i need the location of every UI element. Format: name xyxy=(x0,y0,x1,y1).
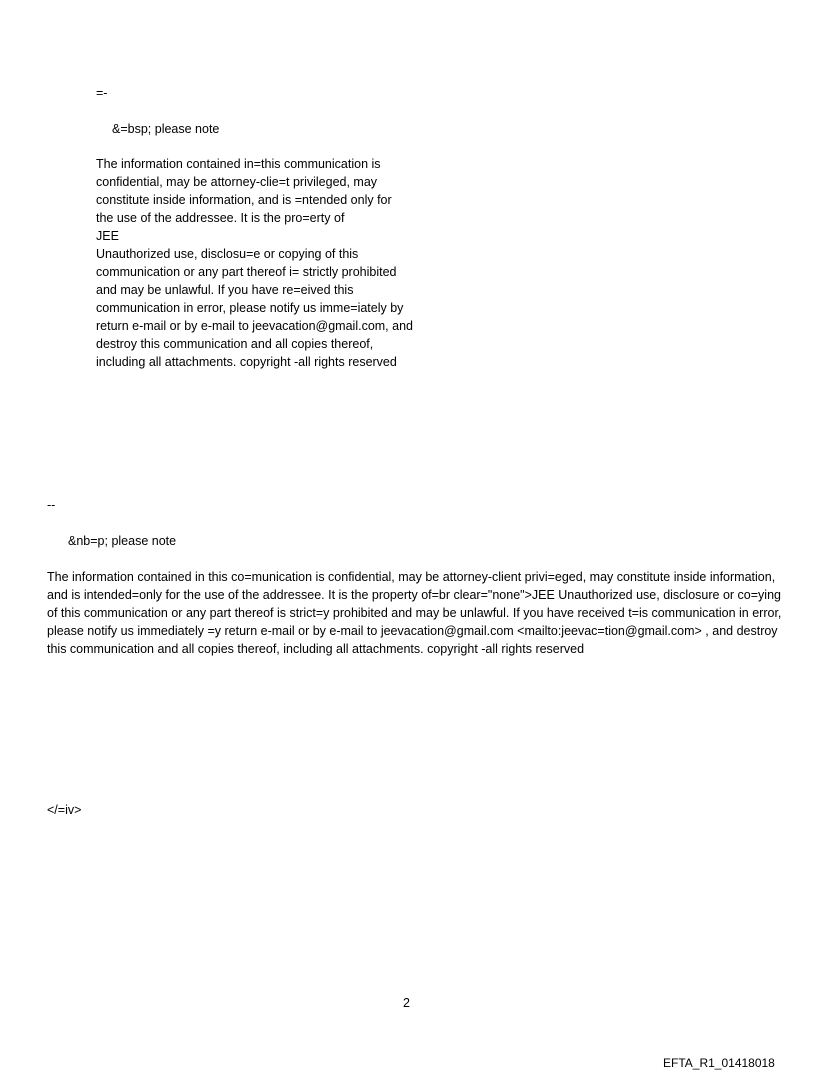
confidentiality-notice: The information contained in=this communication is confidential, may be attorney-clie=t privileged, may constitute inside information, and is =ntended only for the use of the addressee. It is the pro=erty of JEE Unauthorized use, disclosu=e or copying of this communication or any part thereof i= strictly prohibited and may be unlawful. If you have re=eived this communication in error, please notify us imme=iately by return e-mail or by e-mail to jeevacation@gmail.com, and destroy this communication and all copies thereof, including all attachments. copyright -all rights reserved xyxy=(96,157,413,369)
please-note-line: &=bsp; please note xyxy=(112,122,220,136)
document-id-footer: EFTA_R1_01418018 xyxy=(663,1056,775,1070)
separator-dash: =- xyxy=(96,86,108,100)
please-note-line: &nb=p; please note xyxy=(68,534,177,548)
confidentiality-notice-paragraph: The information contained in this co=munication is confidential, may be attorney-client privi=eged, may constitute inside information, and is intended=only for the use of the addressee. It is the property of=br clear="none">JEE Unauthorized use, disclosure or co=ying of this communication or any part thereof is strict=y prohibited and may be unlawful. If you have received t=is communication in error, please notify us immediately =y return e-mail or by e-mail to jeevacation@gmail.com <mailto:jeevac=tion@gmail.com> , and destroy this communication and all copies thereof, including all attachments. copyright -all rights reserved xyxy=(47,570,782,656)
page-number: 2 xyxy=(403,996,410,1010)
closing-tag-text: </=iv> xyxy=(47,803,82,817)
separator-dash: -- xyxy=(47,498,56,512)
